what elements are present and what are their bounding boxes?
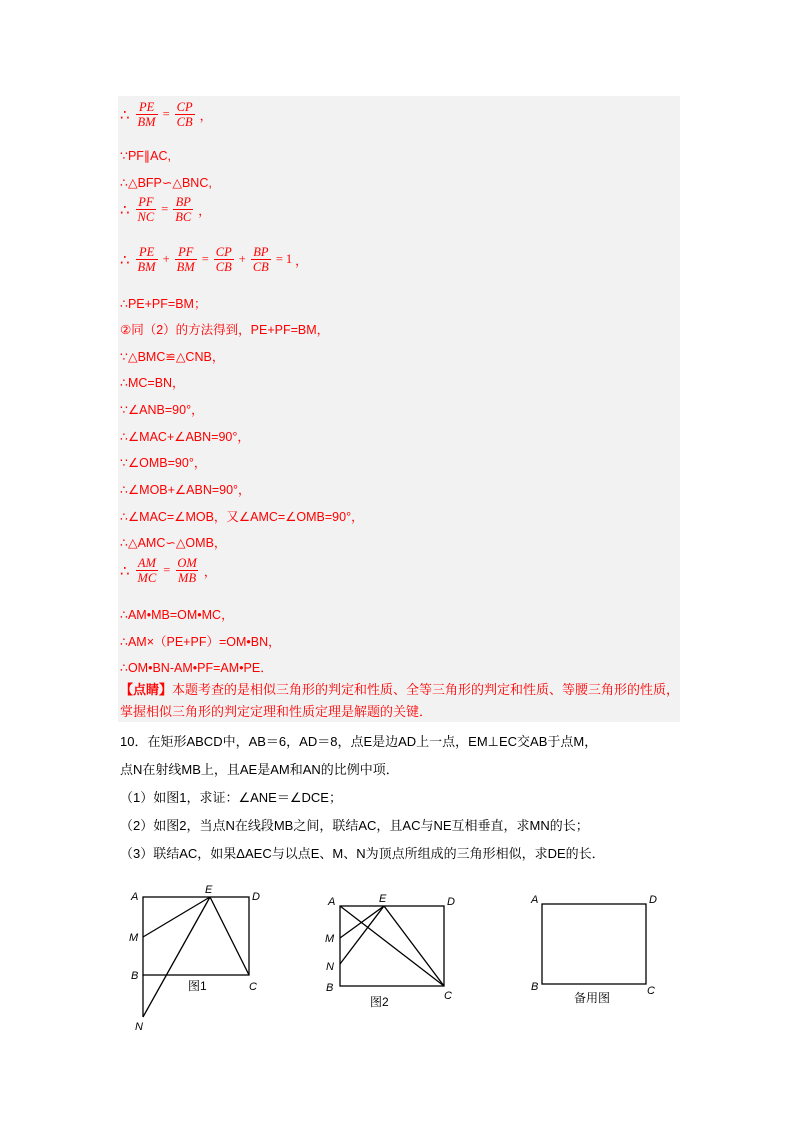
segment-me <box>143 897 210 937</box>
fraction: $\frac{PE}{BM}$ <box>137 245 156 274</box>
segment-en <box>143 897 210 1017</box>
solution-line: ∴∠MAC+∠ABN=90°， <box>120 430 250 444</box>
problem-part-3: （3）联结AC，如果ΔAEC与以点E、M、N为顶点所组成的三角形相似，求DE的长． <box>120 846 605 861</box>
segment-ac <box>340 906 444 986</box>
segment-ec <box>210 897 249 975</box>
label-c: C <box>444 990 452 1002</box>
therefore-symbol: ∴ <box>120 250 130 269</box>
solution-line: ∵△BMC≌△CNB， <box>120 350 225 364</box>
solution-line: ∴∠MAC=∠MOB，又∠AMC=∠OMB=90°， <box>120 510 364 524</box>
solution-line: ∵∠OMB=90°， <box>120 456 207 470</box>
fraction: $\frac{CP}{CB}$ <box>176 100 193 129</box>
solution-line: ∵PF∥AC, <box>120 149 172 163</box>
label-b: B <box>531 981 539 993</box>
therefore-symbol: ∴ <box>120 561 130 580</box>
figure-2 <box>322 888 467 1018</box>
label-a: A <box>531 894 539 906</box>
label-c: C <box>647 985 655 997</box>
label-m: M <box>129 932 139 944</box>
solution-line: ∴∠MOB+∠ABN=90°， <box>120 483 251 497</box>
therefore-symbol: ∴ <box>120 200 130 219</box>
solution-line: ∴OM•BN-AM•PF=AM•PE． <box>120 661 273 675</box>
solution-fraction-line-1: ∴ $\frac{PE}{BM}$ = $\frac{CP}{CB}$ ， <box>120 100 213 129</box>
solution-fraction-line-2: ∴ $\frac{PF}{NC}$ = $\frac{BP}{BC}$ ， <box>120 195 211 224</box>
fraction: $\frac{PF}{NC}$ <box>137 195 155 224</box>
solution-line: ∴△BFP∽△BNC, <box>120 176 212 190</box>
solution-fraction-line-3: ∴ $\frac{PE}{BM}$ + $\frac{PF}{BM}$ = $\frac{CP}{CB}$ + $\frac{BP}{CB}$ = 1 ， <box>120 245 308 274</box>
problem-part-1: （1）如图1，求证：∠ANE＝∠DCE； <box>120 790 342 805</box>
fraction: $\frac{OM}{MB}$ <box>177 556 197 585</box>
solution-line: ∴MC=BN， <box>120 376 185 390</box>
label-n: N <box>326 961 334 973</box>
fraction: $\frac{CP}{CB}$ <box>215 245 232 274</box>
figure-1 <box>125 880 270 1040</box>
solution-line: ∴AM•MB=OM•MC， <box>120 608 234 622</box>
figure-3-spare <box>528 890 668 1010</box>
fraction: $\frac{BP}{BC}$ <box>175 195 192 224</box>
label-a: A <box>131 891 139 903</box>
label-n: N <box>135 1021 143 1033</box>
figure-caption: 图2 <box>370 995 389 1009</box>
solution-fraction-line-4: ∴ $\frac{AM}{MC}$ = $\frac{OM}{MB}$ ， <box>120 556 217 585</box>
fraction: $\frac{BP}{CB}$ <box>252 245 269 274</box>
problem-statement-line-1: 10．在矩形ABCD中，AB＝6，AD＝8，点E是边AD上一点，EM⊥EC交AB于点M， <box>120 734 598 749</box>
solution-line: ∴PE+PF=BM； <box>120 297 207 311</box>
label-d: D <box>252 891 260 903</box>
key-point-text: 本题考查的是相似三角形的判定和性质、全等三角形的判定和性质、等腰三角形的性质，掌握相似三角形的判定定理和性质定理是解题的关键． <box>120 682 680 719</box>
figure-caption: 图1 <box>188 979 207 993</box>
label-e: E <box>379 893 387 905</box>
label-e: E <box>205 884 213 896</box>
label-a: A <box>328 896 336 908</box>
problem-part-2: （2）如图2，当点N在线段MB之间，联结AC，且AC与NE互相垂直，求MN的长； <box>120 818 589 833</box>
solution-line: ∴AM×（PE+PF）=OM•BN， <box>120 635 281 649</box>
label-d: D <box>649 894 657 906</box>
key-point-tag: 【点睛】 <box>120 682 173 697</box>
label-b: B <box>326 982 334 994</box>
key-point-note <box>120 679 680 723</box>
fraction: $\frac{AM}{MC}$ <box>137 556 157 585</box>
rectangle-abcd <box>542 904 646 984</box>
label-d: D <box>447 896 455 908</box>
solution-line: ②同（2）的方法得到，PE+PF=BM， <box>120 323 330 337</box>
label-m: M <box>325 933 335 945</box>
therefore-symbol: ∴ <box>120 105 130 124</box>
rectangle-abcd <box>143 897 249 975</box>
problem-statement-line-2: 点N在射线MB上，且AE是AM和AN的比例中项． <box>120 762 399 777</box>
solution-line: ∴△AMC∽△OMB， <box>120 536 227 550</box>
solution-line: ∵∠ANB=90°， <box>120 403 204 417</box>
label-b: B <box>131 970 139 982</box>
fraction: $\frac{PE}{BM}$ <box>137 100 156 129</box>
figure-caption: 备用图 <box>574 991 611 1005</box>
fraction: $\frac{PF}{BM}$ <box>176 245 195 274</box>
label-c: C <box>249 981 257 993</box>
